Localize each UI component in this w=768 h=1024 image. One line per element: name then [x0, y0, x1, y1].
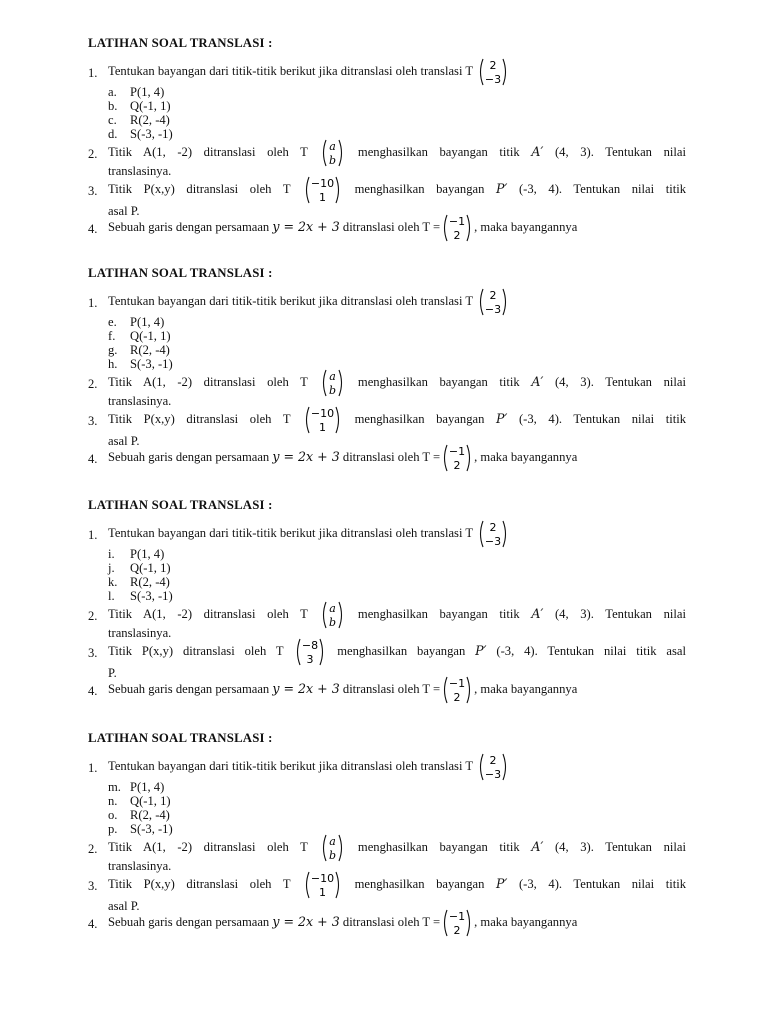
- point-symbol: A′: [531, 143, 544, 159]
- column-vector: [321, 139, 344, 167]
- point-label: d.: [108, 127, 118, 141]
- vector-svg: [304, 406, 341, 434]
- vector-top: 2: [489, 521, 497, 534]
- left-paren: [481, 521, 484, 547]
- vector-top: −1: [449, 910, 466, 923]
- question-number: 2.: [88, 842, 98, 856]
- question-continuation: translasinya.: [108, 164, 172, 178]
- point-value: Q(-1, 1): [130, 329, 171, 343]
- q2-mid: menghasilkan bayangan titik: [357, 374, 520, 389]
- left-paren: [324, 370, 327, 396]
- vector-bottom: 1: [318, 191, 326, 204]
- q2-pre: Titik A(1, -2) ditranslasi oleh T: [108, 144, 308, 159]
- q2-post: (4, 3). Tentukan nilai: [554, 374, 686, 389]
- vector-svg: [295, 638, 325, 666]
- vector-svg: [321, 139, 344, 167]
- exercise-section: [88, 498, 688, 718]
- point-value: Q(-1, 1): [130, 561, 171, 575]
- question-continuation: translasinya.: [108, 859, 172, 873]
- point-value: S(-3, -1): [130, 589, 173, 603]
- equation: y = 2x + 3: [272, 448, 340, 464]
- q4-mid: ditranslasi oleh T =: [342, 449, 441, 464]
- right-paren: [336, 407, 339, 433]
- question-number: 4.: [88, 917, 98, 931]
- q2-pre: Titik A(1, -2) ditranslasi oleh T: [108, 606, 308, 621]
- point-value: S(-3, -1): [130, 127, 173, 141]
- point-value: R(2, -4): [130, 343, 170, 357]
- point-label: g.: [108, 343, 118, 357]
- point-label: k.: [108, 575, 118, 589]
- vector-bottom: b: [329, 616, 337, 629]
- point-value: P(1, 4): [130, 547, 165, 561]
- vector-bottom: b: [329, 849, 337, 862]
- section-title: LATIHAN SOAL TRANSLASI :: [88, 36, 273, 50]
- vector-top: 2: [489, 754, 497, 767]
- point-symbol: A′: [531, 373, 544, 389]
- q2-mid: menghasilkan bayangan titik: [357, 144, 520, 159]
- left-paren: [481, 754, 484, 780]
- question-1-text: Tentukan bayangan dari titik-titik berikut jika ditranslasi oleh translasi T: [108, 758, 473, 773]
- point-label: o.: [108, 808, 118, 822]
- left-paren: [481, 59, 484, 85]
- right-paren: [467, 910, 470, 936]
- question-1-text: Tentukan bayangan dari titik-titik berikut jika ditranslasi oleh translasi T: [108, 525, 473, 540]
- right-paren: [339, 835, 342, 861]
- question-number: 2.: [88, 377, 98, 391]
- question-text: [108, 288, 686, 316]
- vector-svg: [442, 676, 472, 704]
- vector-svg: [304, 176, 341, 204]
- point-symbol: A′: [531, 605, 544, 621]
- right-paren: [339, 602, 342, 628]
- column-vector: [478, 520, 508, 548]
- point-label: m.: [108, 780, 121, 794]
- vector-svg: [442, 909, 472, 937]
- q4-mid: ditranslasi oleh T =: [342, 681, 441, 696]
- vector-top: −1: [449, 677, 466, 690]
- q2-mid: menghasilkan bayangan titik: [357, 606, 520, 621]
- question-text: [108, 369, 686, 397]
- vector-top: a: [329, 140, 337, 153]
- section-title: LATIHAN SOAL TRANSLASI :: [88, 498, 273, 512]
- point-label: i.: [108, 547, 115, 561]
- point-label: c.: [108, 113, 117, 127]
- left-paren: [445, 910, 448, 936]
- question-text: [108, 520, 686, 548]
- point-value: Q(-1, 1): [130, 794, 171, 808]
- q4-pre: Sebuah garis dengan persamaan: [108, 681, 270, 696]
- vector-svg: [478, 753, 508, 781]
- q2-mid: menghasilkan bayangan titik: [357, 839, 520, 854]
- left-paren: [445, 677, 448, 703]
- vector-top: −10: [310, 872, 335, 885]
- question-continuation: P.: [108, 666, 117, 680]
- vector-svg: [321, 601, 344, 629]
- equation: y = 2x + 3: [272, 913, 340, 929]
- q4-post: , maka bayangannya: [474, 681, 578, 696]
- column-vector: [442, 676, 472, 704]
- question-text: [108, 444, 686, 472]
- vector-bottom: 2: [453, 691, 461, 704]
- point-value: S(-3, -1): [130, 822, 173, 836]
- column-vector: [478, 753, 508, 781]
- question-number: 1.: [88, 528, 98, 542]
- vector-top: 2: [489, 289, 497, 302]
- question-continuation: asal P.: [108, 899, 140, 913]
- point-value: R(2, -4): [130, 113, 170, 127]
- question-text: [108, 676, 686, 704]
- question-text: [108, 176, 686, 204]
- point-label: l.: [108, 589, 115, 603]
- vector-top: a: [329, 370, 337, 383]
- q4-post: , maka bayangannya: [474, 449, 578, 464]
- column-vector: [478, 58, 508, 86]
- q3-pre: Titik P(x,y) ditranslasi oleh T: [108, 181, 291, 196]
- q4-pre: Sebuah garis dengan persamaan: [108, 219, 270, 234]
- q3-mid: menghasilkan bayangan: [337, 643, 466, 658]
- vector-top: 2: [489, 59, 497, 72]
- vector-bottom: −3: [484, 768, 502, 781]
- vector-top: −1: [449, 445, 466, 458]
- q2-pre: Titik A(1, -2) ditranslasi oleh T: [108, 374, 308, 389]
- exercise-section: [88, 36, 688, 256]
- point-label: n.: [108, 794, 118, 808]
- point-value: R(2, -4): [130, 575, 170, 589]
- point-label: p.: [108, 822, 118, 836]
- exercise-section: [88, 731, 688, 951]
- question-number: 3.: [88, 646, 98, 660]
- question-text: [108, 834, 686, 862]
- q3-pre: Titik P(x,y) ditranslasi oleh T: [108, 411, 291, 426]
- question-continuation: asal P.: [108, 434, 140, 448]
- column-vector: [442, 444, 472, 472]
- vector-svg: [478, 288, 508, 316]
- point-symbol: P′: [475, 642, 487, 658]
- right-paren: [503, 59, 506, 85]
- column-vector: [442, 909, 472, 937]
- vector-bottom: b: [329, 384, 337, 397]
- point-label: b.: [108, 99, 118, 113]
- vector-top: a: [329, 602, 337, 615]
- right-paren: [467, 677, 470, 703]
- point-value: P(1, 4): [130, 780, 165, 794]
- column-vector: [304, 406, 341, 434]
- q3-post: (-3, 4). Tentukan nilai titik: [518, 411, 687, 426]
- section-title: LATIHAN SOAL TRANSLASI :: [88, 266, 273, 280]
- question-number: 3.: [88, 879, 98, 893]
- vector-svg: [442, 214, 472, 242]
- point-value: S(-3, -1): [130, 357, 173, 371]
- q3-mid: menghasilkan bayangan: [354, 876, 485, 891]
- right-paren: [467, 215, 470, 241]
- section-title: LATIHAN SOAL TRANSLASI :: [88, 731, 273, 745]
- vector-svg: [304, 871, 341, 899]
- vector-top: −8: [302, 639, 319, 652]
- left-paren: [445, 445, 448, 471]
- question-number: 4.: [88, 222, 98, 236]
- vector-bottom: 3: [306, 653, 314, 666]
- right-paren: [336, 177, 339, 203]
- vector-top: −10: [310, 177, 335, 190]
- point-value: P(1, 4): [130, 315, 165, 329]
- point-symbol: P′: [496, 180, 508, 196]
- column-vector: [321, 601, 344, 629]
- question-text: [108, 638, 686, 666]
- question-text: [108, 214, 686, 242]
- question-number: 3.: [88, 414, 98, 428]
- vector-top: a: [329, 835, 337, 848]
- question-text: [108, 406, 686, 434]
- point-symbol: P′: [496, 875, 508, 891]
- q3-post: (-3, 4). Tentukan nilai titik: [518, 876, 687, 891]
- column-vector: [442, 214, 472, 242]
- left-paren: [306, 177, 309, 203]
- point-symbol: A′: [531, 838, 544, 854]
- point-value: P(1, 4): [130, 85, 165, 99]
- right-paren: [339, 370, 342, 396]
- vector-svg: [478, 520, 508, 548]
- question-text: [108, 871, 686, 899]
- question-number: 4.: [88, 684, 98, 698]
- right-paren: [320, 639, 323, 665]
- left-paren: [306, 872, 309, 898]
- question-continuation: translasinya.: [108, 394, 172, 408]
- q3-mid: menghasilkan bayangan: [354, 411, 485, 426]
- exercise-section: [88, 266, 688, 486]
- vector-svg: [321, 834, 344, 862]
- q3-mid: menghasilkan bayangan: [354, 181, 485, 196]
- vector-bottom: −3: [484, 303, 502, 316]
- vector-bottom: −3: [484, 535, 502, 548]
- point-symbol: P′: [496, 410, 508, 426]
- right-paren: [339, 140, 342, 166]
- q2-post: (4, 3). Tentukan nilai: [554, 606, 686, 621]
- question-1-text: Tentukan bayangan dari titik-titik berikut jika ditranslasi oleh translasi T: [108, 293, 473, 308]
- point-label: f.: [108, 329, 116, 343]
- vector-svg: [321, 369, 344, 397]
- question-number: 3.: [88, 184, 98, 198]
- q4-pre: Sebuah garis dengan persamaan: [108, 449, 270, 464]
- point-value: Q(-1, 1): [130, 99, 171, 113]
- vector-bottom: 1: [318, 886, 326, 899]
- right-paren: [503, 521, 506, 547]
- vector-svg: [478, 58, 508, 86]
- right-paren: [503, 289, 506, 315]
- column-vector: [304, 176, 341, 204]
- q3-pre: Titik P(x,y) ditranslasi oleh T: [108, 643, 284, 658]
- q2-post: (4, 3). Tentukan nilai: [554, 839, 686, 854]
- column-vector: [321, 369, 344, 397]
- left-paren: [324, 602, 327, 628]
- question-text: [108, 139, 686, 167]
- q4-mid: ditranslasi oleh T =: [342, 914, 441, 929]
- question-number: 1.: [88, 66, 98, 80]
- question-number: 1.: [88, 296, 98, 310]
- point-label: e.: [108, 315, 117, 329]
- left-paren: [445, 215, 448, 241]
- question-text: [108, 58, 686, 86]
- question-text: [108, 753, 686, 781]
- q2-post: (4, 3). Tentukan nilai: [554, 144, 686, 159]
- vector-top: −10: [310, 407, 335, 420]
- question-number: 4.: [88, 452, 98, 466]
- vector-bottom: b: [329, 154, 337, 167]
- question-number: 2.: [88, 609, 98, 623]
- point-value: R(2, -4): [130, 808, 170, 822]
- point-label: h.: [108, 357, 118, 371]
- vector-bottom: 1: [318, 421, 326, 434]
- q4-post: , maka bayangannya: [474, 914, 578, 929]
- vector-bottom: 2: [453, 924, 461, 937]
- right-paren: [503, 754, 506, 780]
- column-vector: [321, 834, 344, 862]
- question-text: [108, 909, 686, 937]
- vector-top: −1: [449, 215, 466, 228]
- vector-bottom: 2: [453, 459, 461, 472]
- q4-post: , maka bayangannya: [474, 219, 578, 234]
- equation: y = 2x + 3: [272, 680, 340, 696]
- question-continuation: asal P.: [108, 204, 140, 218]
- point-label: j.: [108, 561, 115, 575]
- left-paren: [481, 289, 484, 315]
- left-paren: [324, 835, 327, 861]
- question-1-text: Tentukan bayangan dari titik-titik berikut jika ditranslasi oleh translasi T: [108, 63, 473, 78]
- q4-mid: ditranslasi oleh T =: [342, 219, 441, 234]
- q3-post: (-3, 4). Tentukan nilai titik: [518, 181, 687, 196]
- column-vector: [304, 871, 341, 899]
- vector-svg: [442, 444, 472, 472]
- vector-bottom: −3: [484, 73, 502, 86]
- q4-pre: Sebuah garis dengan persamaan: [108, 914, 270, 929]
- column-vector: [478, 288, 508, 316]
- point-label: a.: [108, 85, 117, 99]
- vector-bottom: 2: [453, 229, 461, 242]
- q2-pre: Titik A(1, -2) ditranslasi oleh T: [108, 839, 308, 854]
- question-number: 1.: [88, 761, 98, 775]
- left-paren: [298, 639, 301, 665]
- column-vector: [295, 638, 325, 666]
- q3-pre: Titik P(x,y) ditranslasi oleh T: [108, 876, 291, 891]
- left-paren: [306, 407, 309, 433]
- question-text: [108, 601, 686, 629]
- question-number: 2.: [88, 147, 98, 161]
- right-paren: [336, 872, 339, 898]
- question-continuation: translasinya.: [108, 626, 172, 640]
- right-paren: [467, 445, 470, 471]
- equation: y = 2x + 3: [272, 218, 340, 234]
- q3-post: (-3, 4). Tentukan nilai titik asal: [496, 643, 686, 658]
- left-paren: [324, 140, 327, 166]
